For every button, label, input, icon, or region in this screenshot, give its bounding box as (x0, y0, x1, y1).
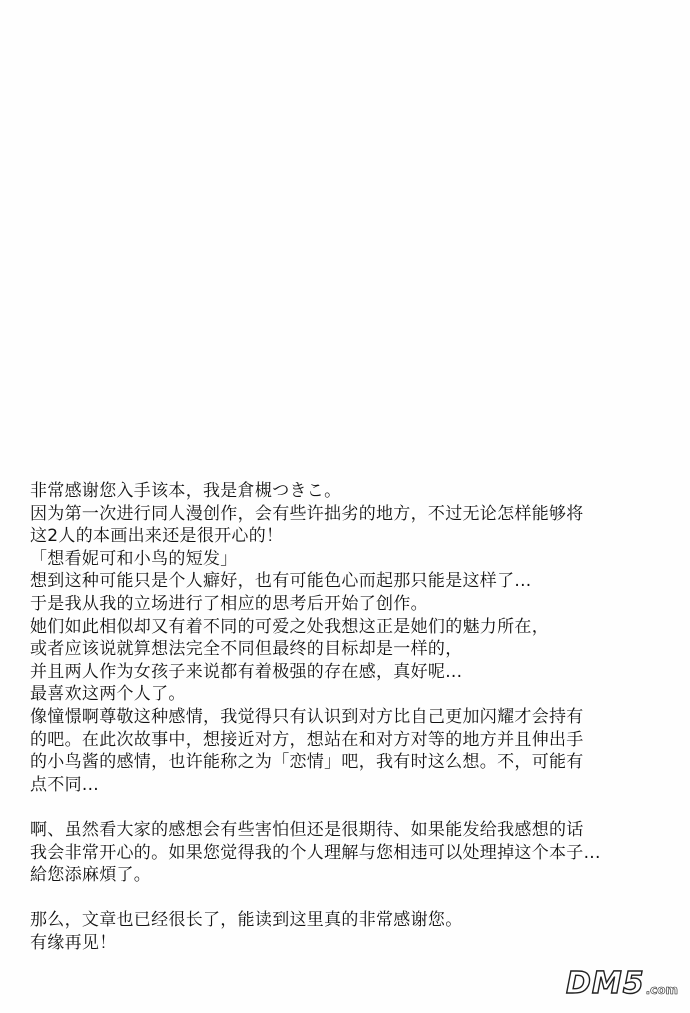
text-line: 点不同... (30, 774, 100, 795)
watermark-logo: DM5 (565, 966, 645, 1001)
afterword-paragraph-3 (30, 909, 680, 954)
watermark-domain: .com (645, 983, 678, 997)
text-line: 于是我从我的立场进行了相应的思考后开始了创作。 (30, 593, 428, 614)
text-line: 因为第一次进行同人漫创作，会有些许拙劣的地方，不过无论怎样能够将 (30, 503, 584, 524)
text-line: 并且两人作为女孩子来说都有着极强的存在感，真好呢... (30, 661, 463, 682)
text-line: 給您添麻煩了。 (30, 865, 152, 886)
text-line: 像憧憬啊尊敬这种感情，我觉得只有认识到对方比自己更加闪耀才会持有 (30, 706, 584, 727)
afterword-text (30, 480, 680, 954)
text-line: 想到这种可能只是个人癖好，也有可能色心而起那只能是这样了... (30, 571, 532, 592)
text-line: 啊、虽然看大家的感想会有些害怕但还是很期待、如果能发给我感想的话 (30, 819, 584, 840)
text-line: 或者应该说就算想法完全不同但最终的目标却是一样的， (30, 639, 463, 660)
text-line: 那么，文章也已经很长了，能读到这里真的非常感谢您。 (30, 910, 463, 931)
text-line: 非常感谢您入手该本，我是倉槻つきこ。 (30, 481, 342, 501)
text-line: 她们如此相似却又有着不同的可爱之处我想这正是她们的魅力所在， (30, 616, 549, 637)
dm5-watermark (565, 966, 678, 1001)
text-line: 的吧。在此次故事中，想接近对方，想站在和对方对等的地方并且伸出手 (30, 729, 584, 750)
text-line: 「想看妮可和小鸟的短发」 (30, 548, 238, 569)
afterword-paragraph-1 (30, 480, 680, 796)
text-line: 的小鸟酱的感情，也许能称之为「恋情」吧，我有时这么想。不，可能有 (30, 752, 584, 773)
paragraph-gap (30, 887, 680, 910)
text-line: 最喜欢这两个人了。 (30, 684, 186, 705)
text-line: 我会非常开心的。如果您觉得我的个人理解与您相违可以处理掉这个本子... (30, 842, 601, 863)
afterword-paragraph-2 (30, 819, 680, 887)
text-line: 有缘再见！ (30, 932, 117, 953)
paragraph-gap (30, 796, 680, 819)
text-line: 这2人的本画出来还是很开心的！ (30, 526, 284, 547)
